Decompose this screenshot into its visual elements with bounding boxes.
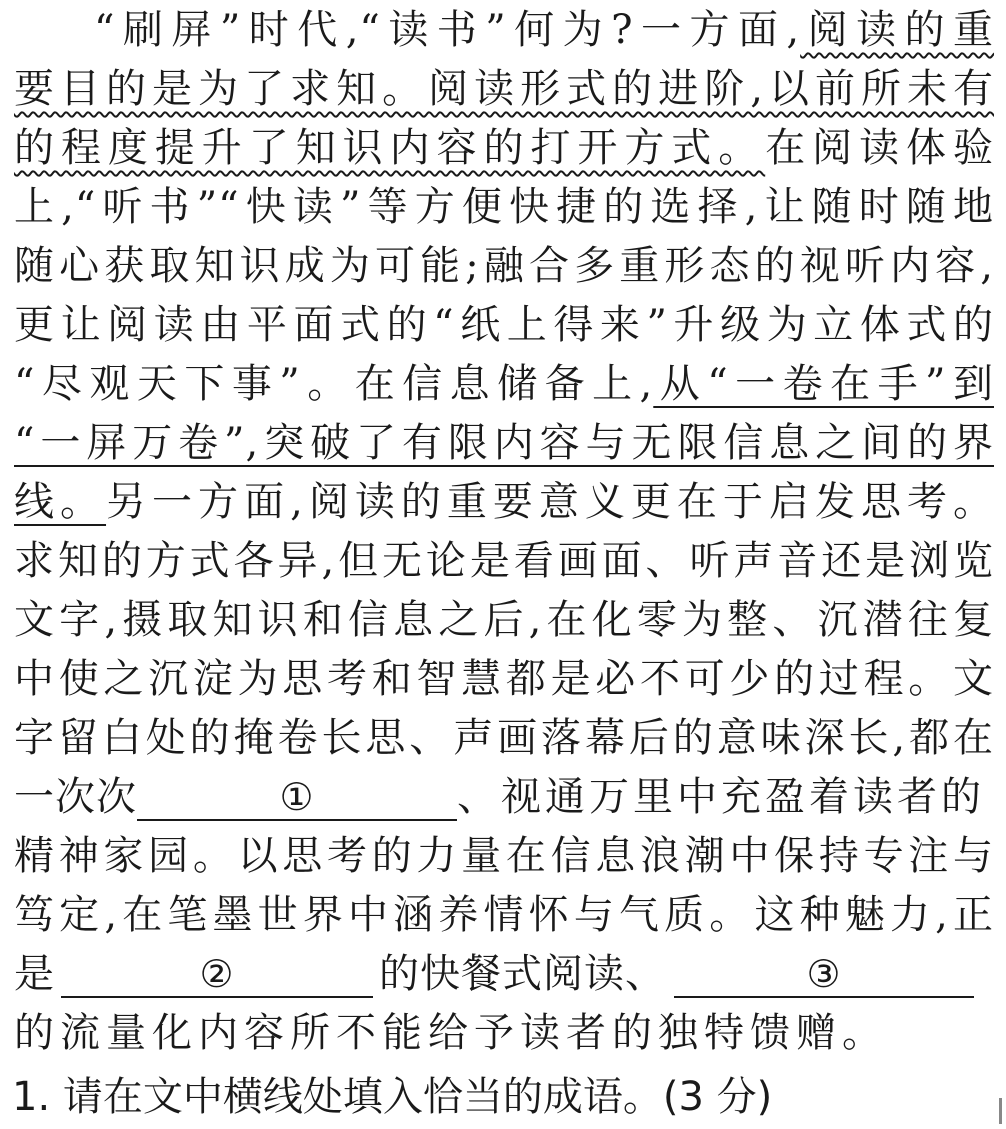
- page-edge-mark: [999, 1098, 1002, 1124]
- passage-line-16: 笃定,在笔墨世界中涵养情怀与气质。这种魅力,正: [14, 892, 994, 938]
- passage-text: 在阅读体验: [765, 125, 995, 171]
- passage-line-18: 的流量化内容所不能给予读者的独特馈赠。: [14, 1010, 888, 1056]
- underlined-text: “一屏万卷”,突破了有限内容与无限信息之间的界: [14, 420, 994, 466]
- answer-blank-2[interactable]: [61, 952, 373, 998]
- passage-line-1: [14, 4, 994, 56]
- passage-line-12: 中使之沉淀为思考和智慧都是必不可少的过程。文: [14, 656, 994, 702]
- passage-line-7: [14, 358, 994, 410]
- passage-line-13: 字留白处的掩卷长思、声画落幕后的意味深长,都在: [14, 715, 994, 761]
- passage-text: 一次次: [14, 774, 137, 820]
- passage-line-9: [14, 476, 994, 528]
- passage-line-14: [14, 771, 994, 823]
- passage-line-2: [14, 63, 994, 115]
- wavy-underlined-text: 阅读的重: [800, 7, 995, 53]
- underlined-text: 从“一卷在手”到: [653, 361, 994, 407]
- passage-line-11: 文字,摄取知识和信息之后,在化零为整、沉潜往复: [14, 597, 994, 643]
- underlined-text: 线。: [14, 479, 107, 525]
- passage-line-15: 精神家园。以思考的力量在信息浪潮中保持专注与: [14, 833, 994, 879]
- wavy-underlined-text: 要目的是为了求知。阅读形式的进阶,以前所未有: [14, 66, 994, 112]
- passage-line-17: [14, 948, 994, 1000]
- blank-number: ①: [279, 775, 315, 819]
- wavy-underlined-text: 的程度提升了知识内容的打开方式。: [14, 125, 766, 171]
- passage-line-6: 更让阅读由平面式的“纸上得来”升级为立体式的: [14, 302, 994, 348]
- question-prompt: 1. 请在文中横线处填入恰当的成语。(3 分): [12, 1074, 773, 1120]
- passage-line-10: 求知的方式各异,但无论是看画面、听声音还是浏览: [14, 538, 994, 584]
- blank-number: ③: [806, 952, 842, 996]
- passage-text: “尽观天下事”。在信息储备上,: [14, 361, 654, 407]
- passage-line-5: 随心获取知识成为可能;融合多重形态的视听内容,: [14, 243, 994, 289]
- blank-number: ②: [199, 952, 235, 996]
- passage-text: 另一方面,阅读的重要意义更在于启发思考。: [106, 479, 994, 525]
- passage-text: “刷屏”时代,“读书”何为?一方面,: [94, 7, 801, 53]
- answer-blank-3[interactable]: [674, 952, 974, 998]
- passage-text: 、视通万里中充盈着读者的: [457, 774, 985, 820]
- answer-blank-1[interactable]: [137, 775, 457, 821]
- passage-line-4: 上,“听书”“快读”等方便快捷的选择,让随时随地: [14, 184, 994, 230]
- passage-line-8: [14, 417, 994, 469]
- passage-line-3: [14, 122, 994, 174]
- passage-text: 是: [14, 951, 55, 997]
- passage-text: 的快餐式阅读、: [379, 951, 666, 997]
